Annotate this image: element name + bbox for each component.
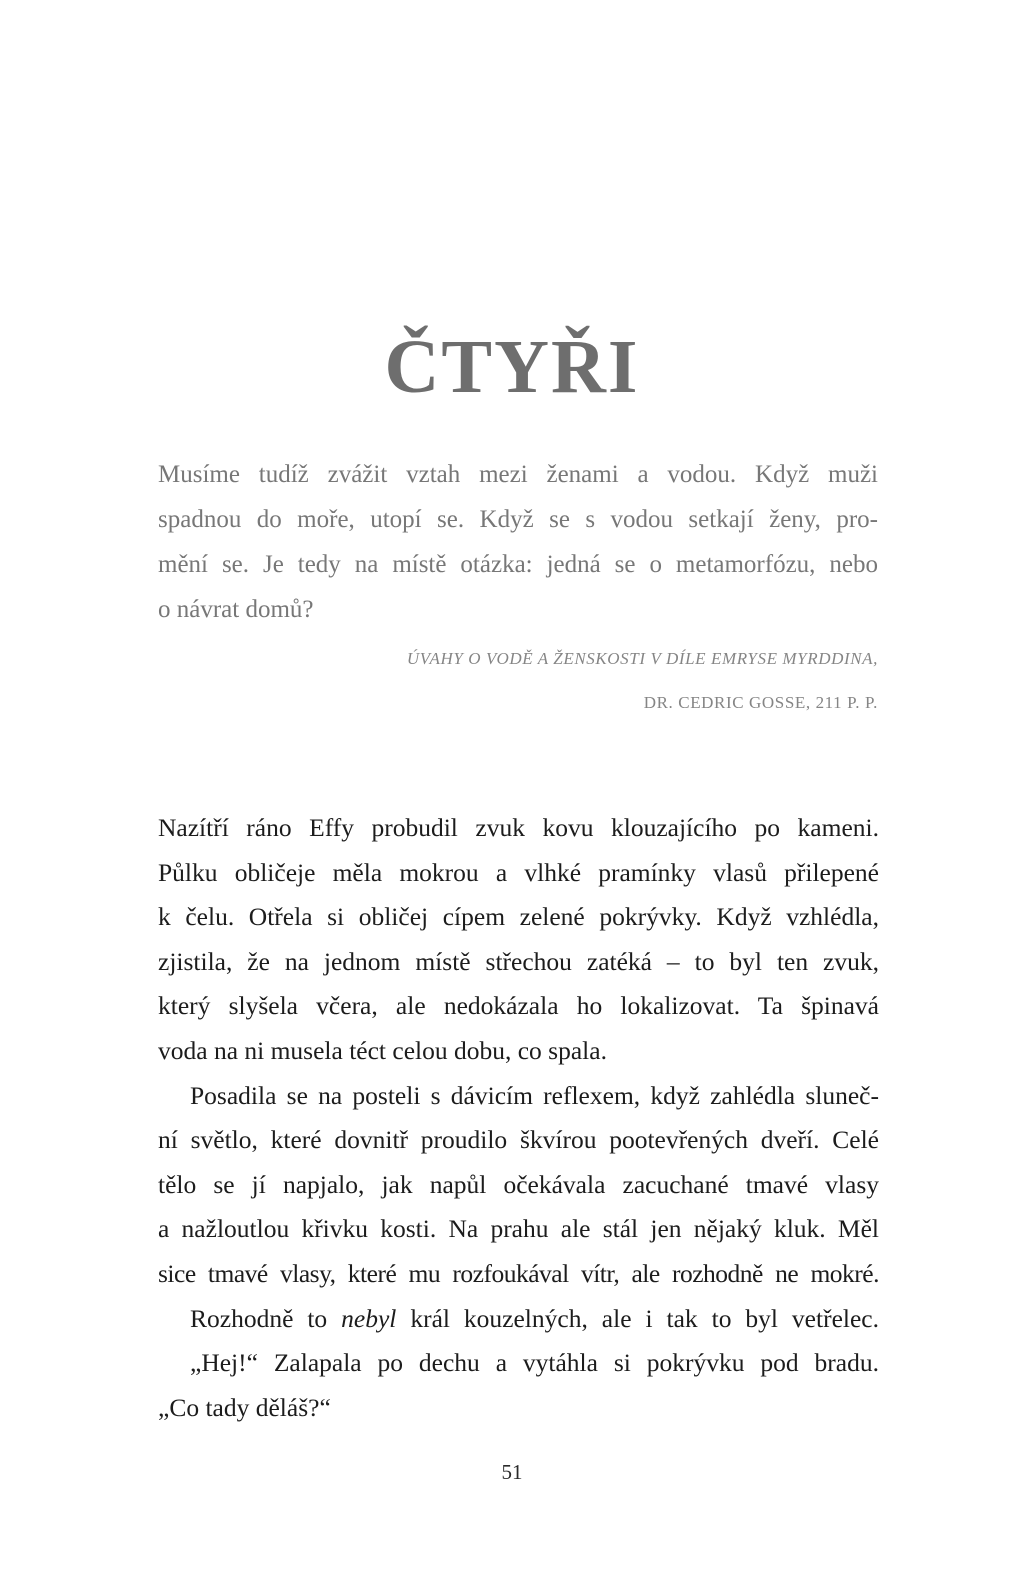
text-line: „Hej!“ Zalapala po dechu a vytáhla si pokrývku pod bradu. <box>190 1348 879 1378</box>
text-line: „Co tady děláš?“ <box>158 1392 331 1422</box>
epigraph-source-author: DR. CEDRIC GOSSE, 211 P. P. <box>643 693 878 712</box>
text-line: k čelu. Otřela si obličej cípem zelené pokrývky. Když vzhlédla, <box>158 902 879 932</box>
epigraph <box>158 452 878 718</box>
text-line: Posadila se na posteli s dávicím reflexem, když zahlédla sluneč- <box>190 1080 879 1110</box>
chapter-title: ČTYŘI <box>384 324 640 409</box>
epigraph-line: spadnou do moře, utopí se. Když se s vodou setkají ženy, pro- <box>158 506 878 533</box>
text-line <box>158 1297 879 1342</box>
text-line: ní světlo, které dovnitř proudilo škvírou pootevřených dveří. Celé <box>158 1125 879 1155</box>
text-line: sice tmavé vlasy, které mu rozfoukával vítr, ale rozhodně ne mokré. <box>158 1258 879 1288</box>
paragraph <box>158 806 879 1074</box>
emphasized-word: nebyl <box>341 1303 397 1333</box>
epigraph-source-work: ÚVAHY O VODĚ A ŽENSKOSTI V DÍLE EMRYSE MYRDDINA, <box>406 649 878 668</box>
text-run: Rozhodně to <box>190 1303 342 1333</box>
text-line: Půlku obličeje měla mokrou a vlhké pramínky vlasů přilepené <box>158 857 879 887</box>
text-line: který slyšela včera, ale nedokázala ho lokalizovat. Ta špinavá <box>158 991 879 1021</box>
text-line: zjistila, že na jednom místě střechou zatéká – to byl ten zvuk, <box>158 946 879 976</box>
text-run: král kouzelných, ale i tak to byl vetřelec. <box>396 1303 879 1333</box>
text-line: voda na ni musela téct celou dobu, co spala. <box>158 1035 607 1065</box>
text-line: tělo se jí napjalo, jak napůl očekávala zacuchané tmavé vlasy <box>158 1169 879 1199</box>
page-number: 51 <box>501 1460 523 1484</box>
paragraph <box>158 1297 879 1342</box>
epigraph-line: mění se. Je tedy na místě otázka: jedná se o metamorfózu, nebo <box>158 551 878 578</box>
epigraph-line: o návrat domů? <box>158 596 314 623</box>
text-line: Nazítří ráno Effy probudil zvuk kovu klouzajícího po kameni. <box>158 813 879 842</box>
epigraph-line: Musíme tudíž zvážit vztah mezi ženami a vodou. Když muži <box>158 461 878 488</box>
paragraph <box>158 1074 879 1297</box>
body-text <box>158 806 879 1430</box>
text-line: a nažloutlou křivku kosti. Na prahu ale stál jen nějaký kluk. Měl <box>158 1214 879 1244</box>
paragraph <box>158 1341 879 1430</box>
